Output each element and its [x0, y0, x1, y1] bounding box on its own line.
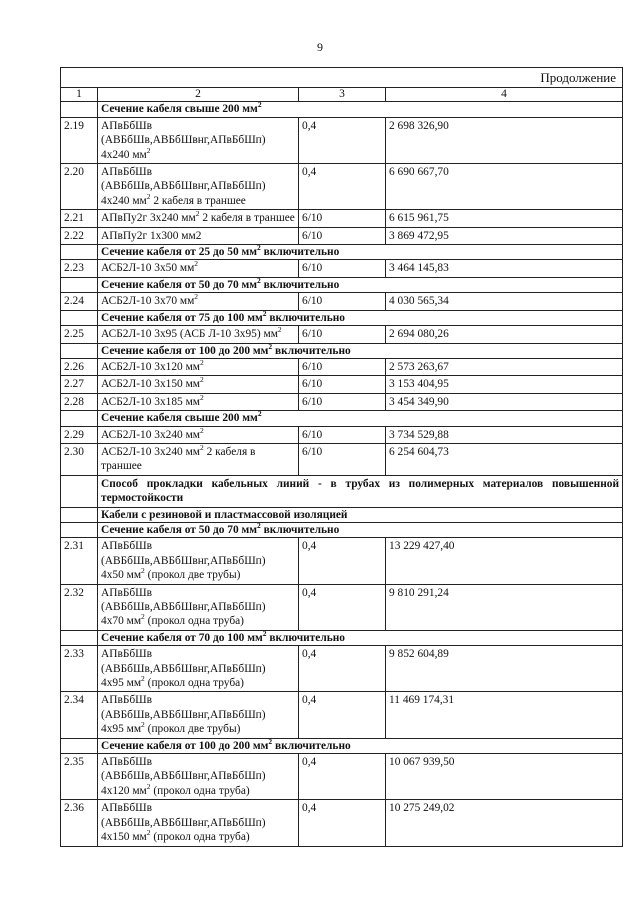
superscript: 2 — [146, 145, 151, 155]
voltage-cell: 0,4 — [299, 800, 386, 846]
cable-line — [101, 211, 295, 225]
cable-text: АПвБбШв — [101, 586, 153, 599]
cable-text: (АВБбШв,АВБбШвнг,АПвБбШп) — [101, 816, 266, 829]
voltage-cell: 6/10 — [299, 293, 386, 310]
cable-line — [101, 179, 295, 193]
blank-cell — [61, 343, 98, 358]
cable-description — [98, 358, 299, 375]
section-heading — [98, 507, 623, 522]
table-row — [61, 754, 623, 800]
cable-description — [98, 376, 299, 393]
cable-text: АПвБбШв — [101, 802, 153, 815]
section-heading-text: Сечение кабеля свыше 200 мм — [101, 412, 258, 425]
section-heading-text: Сечение кабеля от 75 до 100 мм — [101, 311, 263, 324]
table-row — [61, 326, 623, 343]
blank-cell — [61, 411, 98, 426]
superscript: 2 — [146, 782, 151, 792]
cable-text: 4х95 мм — [101, 723, 142, 736]
section-heading-text: Сечение кабеля свыше 200 мм — [101, 103, 258, 116]
item-number: 2.31 — [61, 538, 98, 584]
cable-line — [101, 769, 295, 783]
cable-line — [101, 392, 295, 409]
price-cell: 2 694 080,26 — [386, 326, 623, 343]
section-heading — [98, 343, 623, 358]
cable-text: 4х50 мм — [101, 569, 142, 582]
blank-cell — [61, 475, 98, 507]
voltage-cell: 6/10 — [299, 326, 386, 343]
cable-text: (АВБбШв,АВБбШвнг,АПвБбШп) — [101, 601, 266, 613]
cable-text: АПвПу2г 3х240 мм — [101, 212, 196, 225]
section-heading-text: Кабели с резиновой и пластмассовой изоляцией — [101, 508, 348, 521]
section-heading-suffix: включительно — [266, 631, 346, 644]
price-cell: 13 229 427,40 — [386, 538, 623, 584]
price-cell: 6 615 961,75 — [386, 210, 623, 227]
voltage-cell: 6/10 — [299, 260, 386, 277]
price-cell: 2 573 263,67 — [386, 358, 623, 375]
cable-description — [98, 692, 299, 738]
cable-line — [101, 445, 295, 474]
cable-line — [101, 294, 295, 308]
table-row — [61, 692, 623, 738]
voltage-cell: 6/10 — [299, 393, 386, 410]
page-number: 9 — [317, 40, 323, 54]
superscript: 2 — [200, 375, 204, 385]
cable-text-suffix: 2 кабеля в траншее — [199, 212, 295, 225]
section-heading-text: Сечение кабеля от 50 до 70 мм — [101, 278, 258, 291]
cable-line — [101, 360, 295, 374]
price-cell: 10 067 939,50 — [386, 754, 623, 800]
item-number: 2.23 — [61, 260, 98, 277]
laying-method-row — [61, 475, 623, 507]
cable-description — [98, 646, 299, 692]
cable-text: АСБ2Л-10 3х70 мм — [101, 295, 195, 308]
voltage-cell: 0,4 — [299, 692, 386, 738]
cable-line — [101, 693, 295, 707]
section-heading-row — [61, 738, 623, 753]
cable-line — [101, 662, 295, 676]
section-heading-suffix: включительно — [260, 246, 340, 259]
table-row — [61, 584, 623, 630]
cable-text: 4х95 мм — [101, 677, 142, 690]
table-row — [61, 538, 623, 584]
laying-method-heading — [98, 475, 623, 507]
section-heading-row — [61, 343, 623, 358]
cable-text: АПвБбШв — [101, 756, 153, 769]
section-heading-suffix: включительно — [272, 739, 351, 752]
superscript: 2 — [200, 392, 204, 402]
superscript: 2 — [257, 521, 261, 531]
price-cell: 9 852 604,89 — [386, 646, 623, 692]
voltage-cell: 6/10 — [299, 426, 386, 443]
superscript: 2 — [277, 325, 282, 335]
cable-line — [101, 229, 295, 243]
section-heading-suffix: включительно — [266, 311, 346, 324]
superscript: 2 — [146, 828, 151, 838]
superscript: 2 — [257, 409, 262, 419]
item-number: 2.34 — [61, 692, 98, 738]
cable-description — [98, 164, 299, 210]
cable-description — [98, 538, 299, 584]
cable-text: АСБ2Л-10 3х240 мм — [101, 445, 200, 458]
cable-description — [98, 426, 299, 443]
cable-line — [101, 784, 295, 798]
cable-price-table — [60, 67, 623, 847]
cable-text: АПвБбШв — [101, 694, 153, 707]
table-row — [61, 293, 623, 310]
section-heading-row — [61, 522, 623, 537]
table-row — [61, 426, 623, 443]
cable-line — [101, 614, 295, 628]
superscript: 2 — [257, 276, 261, 286]
table-row — [61, 227, 623, 244]
cable-line — [101, 425, 295, 442]
cable-text: (АВБбШв,АВБбШвнг,АПвБбШп) — [101, 708, 266, 721]
superscript: 2 — [194, 259, 199, 269]
section-heading-text: Сечение кабеля от 50 до 70 мм — [101, 523, 258, 536]
price-cell: 3 153 404,95 — [386, 376, 623, 393]
section-heading-suffix: включительно — [260, 523, 340, 536]
cable-line — [101, 722, 295, 736]
table-row — [61, 358, 623, 375]
table-row — [61, 393, 623, 410]
table-row — [61, 800, 623, 846]
cable-text-suffix: (прокол две трубы) — [144, 569, 241, 582]
cable-line — [101, 816, 295, 830]
cable-line — [101, 647, 295, 661]
cable-text: АПвБбШв — [101, 540, 153, 553]
table-row — [61, 164, 623, 210]
blank-cell — [61, 738, 98, 753]
price-cell: 2 698 326,90 — [386, 117, 623, 163]
item-number: 2.21 — [61, 210, 98, 227]
cable-text: АСБ2Л-10 3х120 мм — [101, 360, 200, 373]
price-cell: 6 690 667,70 — [386, 164, 623, 210]
cable-description — [98, 260, 299, 277]
cable-description — [98, 293, 299, 310]
blank-cell — [61, 102, 98, 117]
cable-line — [101, 600, 295, 614]
section-heading-text: Способ прокладки кабельных линий - в трубах из полимерных материалов повышенной термостойкости — [101, 477, 620, 505]
blank-cell — [61, 277, 98, 292]
voltage-cell: 6/10 — [299, 376, 386, 393]
cable-text: АСБ2Л-10 3х50 мм — [101, 262, 195, 275]
cable-line — [101, 165, 295, 179]
cable-line — [101, 194, 295, 208]
voltage-cell: 6/10 — [299, 358, 386, 375]
cable-text: АПвБбШв — [101, 119, 153, 132]
price-cell: 4 030 565,34 — [386, 293, 623, 310]
cable-text-suffix: (прокол две трубы) — [144, 723, 241, 736]
superscript: 2 — [268, 736, 273, 746]
price-cell: 3 734 529,88 — [386, 426, 623, 443]
superscript: 2 — [257, 100, 262, 110]
item-number: 2.27 — [61, 376, 98, 393]
section-heading-row — [61, 277, 623, 292]
voltage-cell: 6/10 — [299, 210, 386, 227]
cable-text: АСБ2Л-10 3х150 мм — [101, 378, 200, 391]
superscript: 2 — [268, 341, 273, 351]
superscript: 2 — [146, 192, 151, 202]
item-number: 2.25 — [61, 326, 98, 343]
cable-text-suffix: 2 кабеля в траншее — [150, 194, 246, 207]
cable-line — [101, 801, 295, 815]
cable-line — [101, 539, 295, 553]
cable-text-suffix: (прокол одна труба) — [150, 784, 250, 797]
table-row — [61, 210, 623, 227]
voltage-cell: 6/10 — [299, 227, 386, 244]
superscript: 2 — [200, 358, 204, 368]
cable-description — [98, 227, 299, 244]
continuation-row — [61, 68, 623, 88]
cable-description — [98, 326, 299, 343]
superscript: 2 — [194, 292, 199, 302]
item-number: 2.30 — [61, 443, 98, 475]
cable-line — [101, 568, 295, 582]
voltage-cell: 0,4 — [299, 164, 386, 210]
superscript: 2 — [262, 308, 267, 318]
blank-cell — [61, 310, 98, 325]
voltage-cell: 0,4 — [299, 117, 386, 163]
cable-description — [98, 584, 299, 630]
item-number: 2.36 — [61, 800, 98, 846]
cable-text: АПвБбШв — [101, 166, 153, 179]
table-row — [61, 646, 623, 692]
item-number: 2.28 — [61, 393, 98, 410]
cable-line — [101, 708, 295, 722]
cable-text: (АВБбШв,АВБбШвнг,АПвБбШп) — [101, 770, 266, 783]
cable-description — [98, 800, 299, 846]
section-heading-row — [61, 102, 623, 117]
price-cell: 3 869 472,95 — [386, 227, 623, 244]
superscript: 2 — [200, 425, 204, 435]
cable-text: АСБ2Л-10 3х185 мм — [101, 395, 200, 408]
item-number: 2.33 — [61, 646, 98, 692]
price-cell: 3 454 349,90 — [386, 393, 623, 410]
section-heading-text: Сечение кабеля от 100 до 200 мм — [101, 739, 269, 752]
blank-cell — [61, 630, 98, 645]
superscript: 2 — [141, 674, 145, 684]
section-heading — [98, 102, 623, 117]
superscript: 2 — [200, 443, 204, 453]
column-number-2: 2 — [98, 88, 299, 102]
item-number: 2.22 — [61, 227, 98, 244]
cable-line — [101, 586, 295, 600]
item-number: 2.26 — [61, 358, 98, 375]
section-heading — [98, 630, 623, 645]
item-number: 2.29 — [61, 426, 98, 443]
section-heading-text: Сечение кабеля от 25 до 50 мм — [101, 246, 258, 259]
section-heading — [98, 738, 623, 753]
cable-text: АСБ2Л-10 3х95 (АСБ Л-10 3х95) мм — [101, 328, 278, 341]
blank-cell — [61, 522, 98, 537]
continuation-label: Продолжение — [61, 68, 623, 88]
superscript: 2 — [141, 720, 145, 730]
cable-text-suffix: (прокол одна труба) — [144, 677, 244, 690]
price-cell: 10 275 249,02 — [386, 800, 623, 846]
section-heading — [98, 310, 623, 325]
cable-text-suffix: (прокол одна труба) — [150, 831, 250, 844]
superscript: 2 — [141, 566, 145, 576]
superscript: 2 — [141, 612, 145, 622]
cable-text: (АВБбШв,АВБбШвнг,АПвБбШп) — [101, 134, 266, 147]
section-heading-suffix: включительно — [272, 344, 351, 357]
section-heading-suffix: включительно — [260, 278, 340, 291]
section-heading — [98, 245, 623, 260]
cable-text: 4х240 мм — [101, 194, 147, 207]
table-row — [61, 260, 623, 277]
table-row — [61, 443, 623, 475]
section-heading-row — [61, 507, 623, 522]
section-heading-row — [61, 310, 623, 325]
cable-description — [98, 117, 299, 163]
cable-text-suffix: 2 кабеля в траншее — [101, 445, 256, 473]
price-cell: 9 810 291,24 — [386, 584, 623, 630]
item-number: 2.32 — [61, 584, 98, 630]
price-cell: 6 254 604,73 — [386, 443, 623, 475]
cable-description — [98, 443, 299, 475]
cable-description — [98, 754, 299, 800]
voltage-cell: 0,4 — [299, 646, 386, 692]
voltage-cell: 6/10 — [299, 443, 386, 475]
cable-text: 4х70 мм — [101, 615, 142, 628]
superscript: 2 — [262, 629, 267, 639]
cable-text: 4х150 мм — [101, 831, 147, 844]
cable-line — [101, 377, 295, 391]
cable-line — [101, 145, 295, 162]
blank-cell — [61, 245, 98, 260]
section-heading — [98, 411, 623, 426]
section-heading-text: Сечение кабеля от 70 до 100 мм — [101, 631, 263, 644]
column-number-4: 4 — [386, 88, 623, 102]
cable-text: (АВБбШв,АВБбШвнг,АПвБбШп) — [101, 180, 266, 193]
cable-line — [101, 676, 295, 690]
price-cell: 3 464 145,83 — [386, 260, 623, 277]
item-number: 2.35 — [61, 754, 98, 800]
cable-line — [101, 554, 295, 568]
section-heading-row — [61, 411, 623, 426]
cable-line — [101, 830, 295, 844]
section-heading-row — [61, 245, 623, 260]
cable-line — [101, 755, 295, 769]
price-cell: 11 469 174,31 — [386, 692, 623, 738]
voltage-cell: 0,4 — [299, 754, 386, 800]
column-number-row — [61, 88, 623, 102]
item-number: 2.19 — [61, 117, 98, 163]
section-heading — [98, 277, 623, 292]
cable-description — [98, 393, 299, 410]
cable-line — [101, 261, 295, 275]
cable-text: АСБ2Л-10 3х240 мм — [101, 428, 200, 441]
item-number: 2.24 — [61, 293, 98, 310]
cable-text: 4х240 мм — [101, 148, 147, 161]
cable-text: (АВБбШв,АВБбШвнг,АПвБбШп) — [101, 554, 266, 567]
cable-text: (АВБбШв,АВБбШвнг,АПвБбШп) — [101, 662, 266, 675]
cable-text: АПвПу2г 1х300 мм2 — [101, 229, 202, 242]
section-heading — [98, 522, 623, 537]
superscript: 2 — [257, 243, 261, 253]
cable-text: АПвБбШв — [101, 648, 153, 661]
item-number: 2.20 — [61, 164, 98, 210]
voltage-cell: 0,4 — [299, 538, 386, 584]
cable-line — [101, 119, 295, 133]
cable-text-suffix: (прокол одна труба) — [144, 615, 244, 628]
column-number-1: 1 — [61, 88, 98, 102]
blank-cell — [61, 507, 98, 522]
cable-line — [101, 327, 295, 341]
section-heading-row — [61, 630, 623, 645]
cable-line — [101, 133, 295, 147]
column-number-3: 3 — [299, 88, 386, 102]
voltage-cell: 0,4 — [299, 584, 386, 630]
table-row — [61, 117, 623, 163]
superscript: 2 — [195, 209, 200, 219]
cable-description — [98, 210, 299, 227]
table-row — [61, 376, 623, 393]
cable-text: 4х120 мм — [101, 784, 147, 797]
section-heading-text: Сечение кабеля от 100 до 200 мм — [101, 344, 269, 357]
